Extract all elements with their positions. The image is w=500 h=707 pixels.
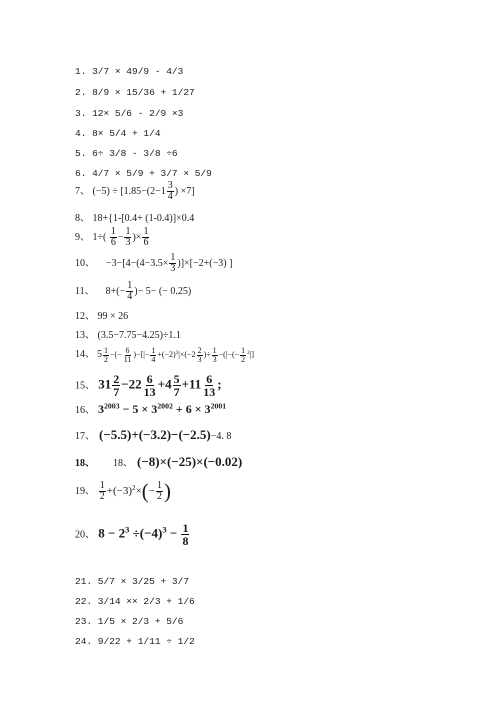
problem-4: 4. 8× 5/4 + 1/4	[75, 128, 161, 139]
fraction: $\frac{1}{6}$	[110, 226, 116, 248]
operator: −	[117, 231, 124, 243]
problem-number: 18、	[75, 458, 95, 469]
expr-part: 1÷(	[92, 231, 107, 243]
problem-number: 19、	[75, 486, 95, 498]
problem-5: 5. 6÷ 3/8 - 3/8 ÷6	[75, 148, 178, 159]
problem-6: 6. 4/7 × 5/9 + 3/7 × 5/9	[75, 168, 212, 179]
fraction: $\frac{1}{2}$	[241, 345, 246, 364]
fraction: $\frac{6}{11}$	[123, 345, 132, 364]
fraction: $\frac{1}{3}$	[125, 226, 131, 248]
problem-number: 15、	[75, 380, 95, 392]
expression: (−8)×(−25)×(−0.02)	[137, 454, 243, 469]
expr-part: (−5) ÷ [1.85−(2−1	[92, 185, 166, 197]
fraction: $\frac{6}{13}$	[143, 372, 156, 399]
problem-17: 17、 (−5.5)+(−3.2)−(−2.5)−4. 8	[75, 427, 232, 442]
fraction: $\frac{5}{7}$	[173, 372, 180, 399]
problem-number: 11、	[75, 285, 95, 297]
problem-15: 15、 31 $\frac{2}{7}$ −22 $\frac{6}{13}$ +4 $\frac{5}{7}$ +11 $\frac{6}{13}$ ;	[75, 372, 222, 399]
problem-number: 10、	[75, 257, 95, 269]
expression: (−5.5)+(−3.2)−(−2.5)	[99, 427, 211, 442]
problem-24: 24. 9/22 + 1/11 ÷ 1/2	[75, 636, 195, 647]
problem-19: 19、 $\frac{1}{2}$ $+(-3)^2\times(-$ $\frac{1}{2}$ )	[75, 479, 171, 504]
fraction: $\frac{1}{2}$	[156, 480, 162, 502]
fraction: $\frac{2}{3}$	[197, 345, 202, 364]
problem-12: 12、 99 × 26	[75, 311, 129, 322]
problem-number: 9、	[75, 231, 90, 243]
problem-10	[75, 253, 232, 274]
fraction: $\frac{1}{2}$	[99, 480, 105, 502]
expr-part: −3−[4−(4−3.5×	[106, 257, 169, 269]
problem-number: 17、	[75, 431, 95, 442]
fraction: $\frac{1}{3}$	[212, 345, 217, 364]
problem-number: 14、	[75, 349, 95, 360]
fraction: $\frac{6}{13}$	[203, 372, 216, 399]
problem-7	[75, 181, 195, 202]
fraction: $\frac{1}{4}$	[151, 345, 156, 364]
fraction: $\frac{1}{4}$	[127, 280, 133, 302]
fraction: $\frac{1}{8}$	[182, 521, 189, 548]
problem-8: 8、 18+{1-[0.4+ (1-0.4)]×0.4	[75, 213, 195, 224]
problem-2: 2. 8/9 × 15/36 + 1/27	[75, 87, 195, 98]
fraction: $\frac{1}{3}$	[170, 252, 176, 274]
problem-18: 18、 18、 (−8)×(−25)×(−0.02)	[75, 454, 243, 469]
problem-3: 3. 12× 5/6 - 2/9 ×3	[75, 108, 184, 119]
problem-9	[75, 227, 150, 248]
expr-part: )×	[132, 231, 142, 243]
problem-16: 16、 $3^{2003} - 5 \times 3^{2002} + 6 \times 3^{2001}$	[75, 401, 227, 416]
problem-number: 20、	[75, 529, 95, 541]
expr-part: )]×[−2+(−3) ]	[177, 257, 233, 269]
problem-13: 13、 (3.5−7.75−4.25)÷1.1	[75, 330, 181, 341]
problem-23: 23. 1/5 × 2/3 + 5/6	[75, 616, 184, 627]
fraction: $\frac{1}{2}$	[104, 345, 108, 364]
fraction: $\frac{1}{6}$	[143, 226, 149, 248]
problem-22: 22. 3/14 ×× 2/3 + 1/6	[75, 596, 195, 607]
problem-1: 1. 3/7 × 49/9 - 4/3	[75, 66, 184, 77]
expr-part: )− 5− (− 0.25)	[134, 285, 192, 297]
problem-number: 7、	[75, 185, 90, 197]
fraction: $\frac{2}{7}$	[113, 372, 120, 399]
problem-20: 20、 $8 - 2^3 \div(-4)^3$ − $\frac{1}{8}$	[75, 521, 189, 548]
fraction: $\frac{3}{4}$	[167, 180, 173, 202]
problem-11	[75, 281, 191, 302]
problem-number: 16、	[75, 405, 95, 416]
expr-part: ) ×7]	[174, 185, 195, 197]
expr-part: 8+(−	[105, 285, 126, 297]
problem-21: 21. 5/7 × 3/25 + 3/7	[75, 576, 190, 587]
problem-14: 14、 5 $\frac{1}{2}$ −(− $\frac{6}{11}$ )−[|− $\frac{1}{4}$ $+(-2)^3|\times(-2$ $\frac{2}{3}$ )÷ $\frac{1}{3}$ −(|−(− $\frac{1}{2}$ $^2$|]	[75, 345, 254, 364]
